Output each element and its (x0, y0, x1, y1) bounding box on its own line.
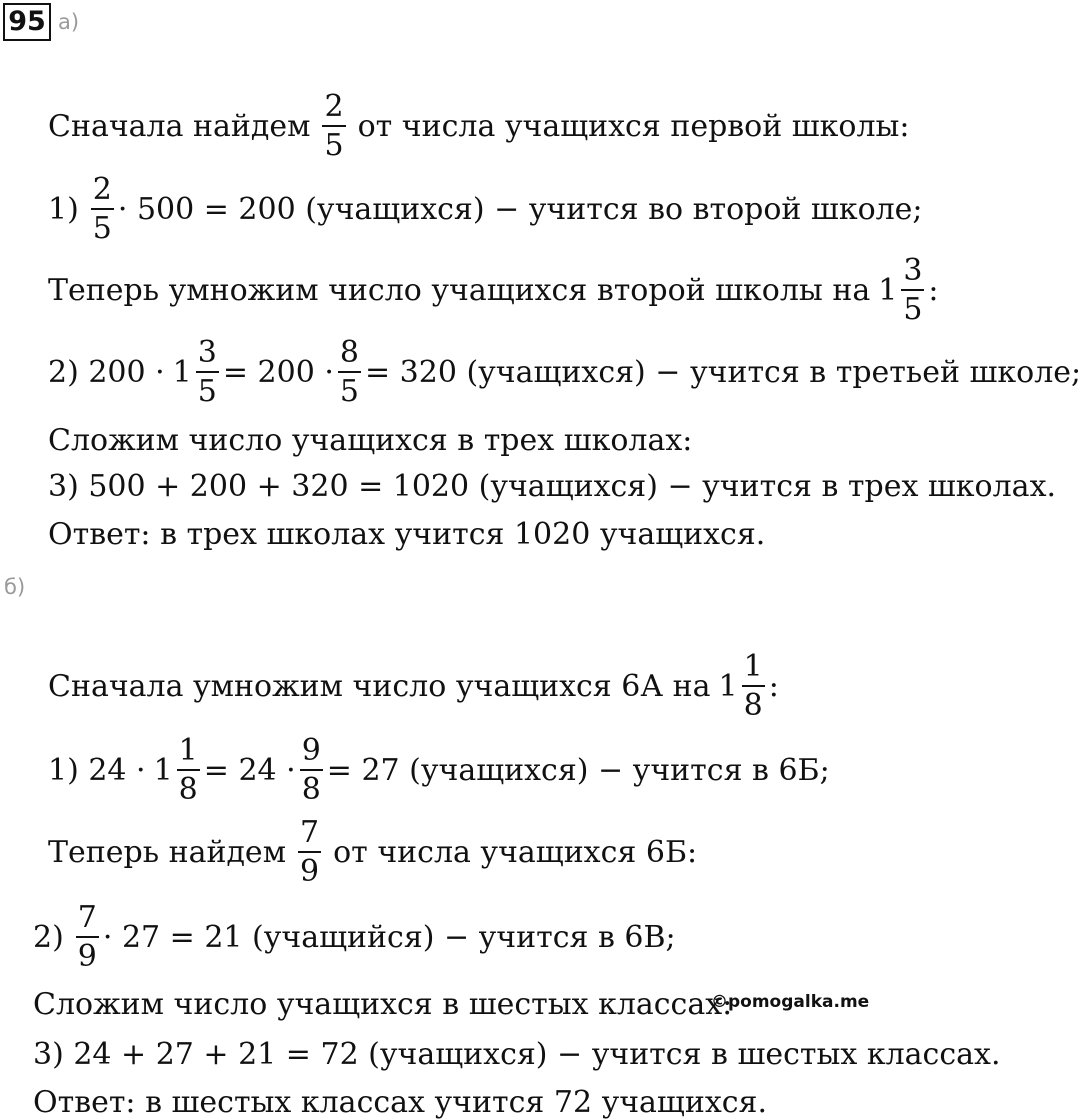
fraction: $\frac{2}{5}$ (92, 172, 112, 246)
problem-number-badge: 95 (3, 3, 51, 41)
mixed-number: 1 $\frac{3}{5}$ (878, 253, 923, 327)
part-a-line-1: Сначала найдем $\frac{2}{5}$ от числа учащихся первой школы: (48, 89, 910, 163)
fraction: $\frac{9}{8}$ (301, 733, 321, 807)
watermark: ©pomogalka.me (711, 992, 870, 1012)
part-b-line-6: 3) 24 + 27 + 21 = 72 (учащихся) − учится в шестых классах. (33, 1037, 1001, 1072)
part-a-line-3: Теперь умножим число учащихся второй школы на 1 $\frac{3}{5}$ : (48, 253, 939, 327)
part-b-line-4: 2) $\frac{7}{9}$ · 27 = 21 (учащийся) − учится в 6В; (33, 900, 676, 974)
part-b-line-1: Сначала умножим число учащихся 6А на 1 $\frac{1}{8}$ : (48, 649, 779, 723)
mixed-number: 1 $\frac{1}{8}$ (718, 649, 763, 723)
part-b-line-2: 1) 24 · 1 $\frac{1}{8}$ = 24 · $\frac{9}{8}$ = 27 (учащихся) − учится в 6Б; (48, 733, 830, 807)
part-b-label: б) (4, 575, 26, 599)
fraction: $\frac{8}{5}$ (339, 335, 359, 409)
fraction: $\frac{2}{5}$ (324, 89, 344, 163)
part-b-line-5: Сложим число учащихся в шестых классах: (33, 987, 733, 1022)
part-b-line-3: Теперь найдем $\frac{7}{9}$ от числа учащихся 6Б: (48, 815, 698, 889)
fraction: $\frac{7}{9}$ (77, 900, 97, 974)
part-a-line-2: 1) $\frac{2}{5}$ · 500 = 200 (учащихся) − учится во второй школе; (48, 172, 923, 246)
part-a-line-5: Сложим число учащихся в трех школах: (48, 423, 693, 458)
mixed-number: 1 $\frac{3}{5}$ (172, 335, 217, 409)
part-a-line-6: 3) 500 + 200 + 320 = 1020 (учащихся) − учится в трех школах. (48, 469, 1057, 504)
fraction: $\frac{7}{9}$ (300, 815, 320, 889)
part-b-answer: Ответ: в шестых классах учится 72 учащихся. (33, 1085, 768, 1120)
mixed-number: 1 $\frac{1}{8}$ (153, 733, 198, 807)
part-a-label: а) (58, 10, 80, 34)
part-a-answer: Ответ: в трех школах учится 1020 учащихся. (48, 517, 766, 552)
part-a-line-4: 2) 200 · 1 $\frac{3}{5}$ = 200 · $\frac{8}{5}$ = 320 (учащихся) − учится в третьей школе; (48, 335, 1081, 409)
